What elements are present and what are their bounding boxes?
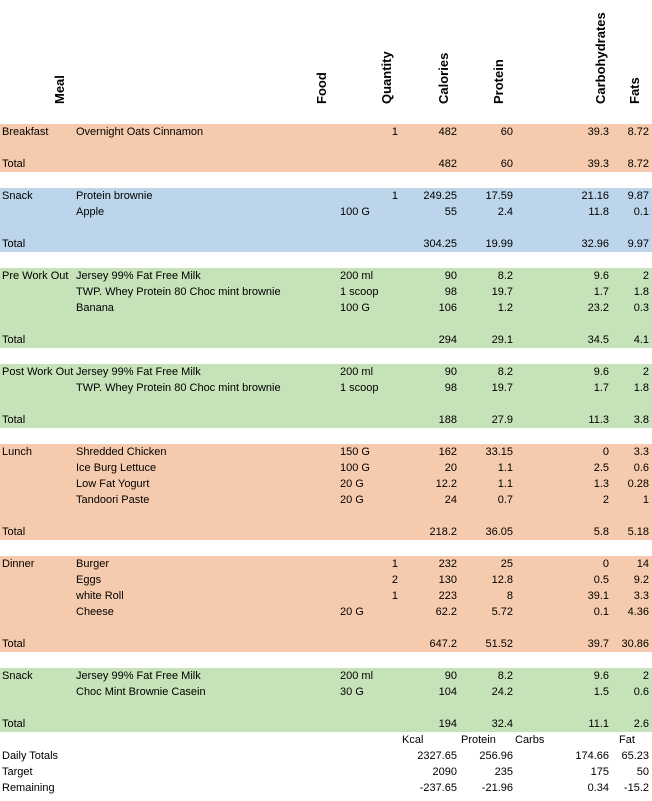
total-carbohydrates-cell: 5.8 (593, 526, 609, 538)
total-label: Total (2, 158, 26, 170)
protein-cell: 8.2 (497, 670, 513, 682)
carbohydrates-cell: 0.1 (593, 606, 609, 618)
protein-cell: 12.8 (491, 574, 513, 586)
protein-cell: 19.7 (491, 286, 513, 298)
protein-cell: 0.7 (497, 494, 513, 506)
food-cell: Banana (76, 302, 114, 314)
carbohydrates-cell: 1.7 (593, 382, 609, 394)
total-protein-cell: 32.4 (491, 718, 513, 730)
protein-cell: 33.15 (485, 446, 513, 458)
protein-cell: 17.59 (485, 190, 513, 202)
food-row (0, 188, 652, 204)
fats-cell: 1.8 (633, 286, 649, 298)
total-label: Total (2, 638, 26, 650)
food-row (0, 268, 652, 284)
fats-cell: 4.36 (627, 606, 649, 618)
summary-carbs: 175 (590, 766, 609, 778)
header-fats: Fats (627, 77, 642, 104)
summary-header-row (0, 732, 652, 748)
calories-cell: 24 (444, 494, 457, 506)
carbohydrates-cell: 2.5 (593, 462, 609, 474)
quantity-cell: 200 ml (340, 670, 374, 682)
total-protein-cell: 36.05 (485, 526, 513, 538)
summary-kcal: 2090 (432, 766, 457, 778)
calories-cell: 20 (444, 462, 457, 474)
header-protein: Protein (491, 59, 506, 104)
carbohydrates-cell: 1.3 (593, 478, 609, 490)
calories-cell: 104 (438, 686, 457, 698)
protein-cell: 1.1 (497, 462, 513, 474)
quantity-cell: 150 G (340, 446, 370, 458)
quantity-cell: 200 ml (340, 366, 374, 378)
food-cell: white Roll (76, 590, 124, 602)
food-row (0, 204, 652, 220)
summary-protein: -21.96 (481, 782, 513, 794)
total-carbohydrates-cell: 11.1 (588, 718, 609, 730)
quantity-number-cell: 2 (391, 574, 398, 586)
header-calories: Calories (436, 52, 451, 104)
protein-cell: 24.2 (491, 686, 513, 698)
fats-cell: 2 (642, 670, 649, 682)
summary-row-daily-totals (0, 748, 652, 764)
fats-cell: 2 (642, 366, 649, 378)
total-calories-cell: 647.2 (429, 638, 457, 650)
calories-cell: 90 (444, 366, 457, 378)
food-row (0, 444, 652, 460)
summary-label-fat: Fat (619, 734, 635, 746)
summary-kcal: -237.65 (419, 782, 457, 794)
protein-cell: 8 (506, 590, 513, 602)
fats-cell: 9.87 (627, 190, 649, 202)
calories-cell: 130 (438, 574, 457, 586)
carbohydrates-cell: 39.3 (587, 126, 609, 138)
summary-fat: 50 (636, 766, 649, 778)
food-cell: Eggs (76, 574, 102, 586)
header-meal: Meal (52, 75, 67, 104)
food-row (0, 684, 652, 700)
quantity-cell: 1 scoop (340, 382, 379, 394)
fats-cell: 3.3 (633, 446, 649, 458)
section-total-row (0, 236, 652, 252)
total-calories-cell: 188 (438, 414, 457, 426)
total-calories-cell: 304.25 (423, 238, 457, 250)
total-carbohydrates-cell: 11.3 (588, 414, 609, 426)
section-total-row (0, 332, 652, 348)
total-fats-cell: 9.97 (627, 238, 649, 250)
fats-cell: 0.3 (633, 302, 649, 314)
food-cell: Jersey 99% Fat Free Milk (76, 366, 201, 378)
carbohydrates-cell: 23.2 (587, 302, 609, 314)
meal-cell: Snack (2, 190, 33, 202)
header-quantity: Quantity (379, 51, 394, 104)
header-food: Food (314, 72, 329, 104)
quantity-cell: 30 G (340, 686, 364, 698)
fats-cell: 0.28 (627, 478, 649, 490)
protein-cell: 8.2 (497, 270, 513, 282)
total-fats-cell: 3.8 (633, 414, 649, 426)
food-row (0, 556, 652, 572)
total-calories-cell: 194 (438, 718, 457, 730)
summary-row-remaining (0, 780, 652, 796)
total-protein-cell: 19.99 (485, 238, 513, 250)
section-total-row (0, 524, 652, 540)
total-protein-cell: 51.52 (485, 638, 513, 650)
protein-cell: 19.7 (491, 382, 513, 394)
calories-cell: 106 (438, 302, 457, 314)
calories-cell: 90 (444, 270, 457, 282)
quantity-cell: 1 scoop (340, 286, 379, 298)
quantity-number-cell: 1 (391, 126, 398, 138)
food-row (0, 300, 652, 316)
protein-cell: 25 (500, 558, 513, 570)
summary-carbs: 174.66 (575, 750, 609, 762)
quantity-number-cell: 1 (391, 190, 398, 202)
quantity-cell: 200 ml (340, 270, 374, 282)
fats-cell: 3.3 (633, 590, 649, 602)
total-calories-cell: 482 (438, 158, 457, 170)
summary-row-target (0, 764, 652, 780)
total-fats-cell: 30.86 (621, 638, 649, 650)
food-row (0, 668, 652, 684)
total-carbohydrates-cell: 34.5 (587, 334, 609, 346)
carbohydrates-cell: 11.8 (588, 206, 609, 218)
food-cell: Overnight Oats Cinnamon (76, 126, 204, 138)
carbohydrates-cell: 1.5 (593, 686, 609, 698)
quantity-cell: 100 G (340, 462, 370, 474)
fats-cell: 8.72 (627, 126, 649, 138)
food-cell: Cheese (76, 606, 114, 618)
food-row (0, 492, 652, 508)
calories-cell: 12.2 (435, 478, 457, 490)
food-row (0, 284, 652, 300)
summary-carbs: 0.34 (587, 782, 609, 794)
protein-cell: 5.72 (491, 606, 513, 618)
total-fats-cell: 4.1 (633, 334, 649, 346)
total-calories-cell: 218.2 (429, 526, 457, 538)
total-fats-cell: 5.18 (627, 526, 649, 538)
summary-label-carbs: Carbs (515, 734, 545, 746)
meal-cell: Lunch (2, 446, 32, 458)
carbohydrates-cell: 21.16 (581, 190, 609, 202)
food-cell: Jersey 99% Fat Free Milk (76, 670, 201, 682)
food-row (0, 604, 652, 620)
carbohydrates-cell: 9.6 (593, 366, 609, 378)
section-total-row (0, 156, 652, 172)
total-protein-cell: 60 (500, 158, 513, 170)
food-row (0, 476, 652, 492)
fats-cell: 2 (642, 270, 649, 282)
calories-cell: 482 (438, 126, 457, 138)
carbohydrates-cell: 0.5 (593, 574, 609, 586)
quantity-number-cell: 1 (391, 558, 398, 570)
carbohydrates-cell: 0 (602, 558, 609, 570)
protein-cell: 1.2 (497, 302, 513, 314)
summary-protein: 256.96 (479, 750, 513, 762)
fats-cell: 14 (636, 558, 649, 570)
protein-cell: 60 (500, 126, 513, 138)
food-row (0, 572, 652, 588)
quantity-cell: 20 G (340, 494, 364, 506)
protein-cell: 1.1 (497, 478, 513, 490)
carbohydrates-cell: 39.1 (587, 590, 609, 602)
food-row (0, 364, 652, 380)
food-cell: Protein brownie (76, 190, 153, 202)
quantity-number-cell: 1 (391, 590, 398, 602)
food-cell: Shredded Chicken (76, 446, 167, 458)
section-total-row (0, 636, 652, 652)
calories-cell: 232 (438, 558, 457, 570)
total-fats-cell: 2.6 (633, 718, 649, 730)
total-label: Total (2, 334, 26, 346)
food-row (0, 380, 652, 396)
summary-label-protein: Protein (461, 734, 496, 746)
fats-cell: 9.2 (633, 574, 649, 586)
summary-row-label: Target (2, 766, 33, 778)
summary-fat: 65.23 (621, 750, 649, 762)
quantity-cell: 100 G (340, 206, 370, 218)
meal-cell: Pre Work Out (2, 270, 69, 282)
total-protein-cell: 27.9 (491, 414, 513, 426)
calories-cell: 249.25 (423, 190, 457, 202)
carbohydrates-cell: 9.6 (593, 270, 609, 282)
food-cell: Tandoori Paste (76, 494, 150, 506)
food-cell: Apple (76, 206, 105, 218)
protein-cell: 8.2 (497, 366, 513, 378)
carbohydrates-cell: 9.6 (593, 670, 609, 682)
food-row (0, 588, 652, 604)
carbohydrates-cell: 2 (602, 494, 609, 506)
total-label: Total (2, 526, 26, 538)
total-label: Total (2, 414, 26, 426)
total-carbohydrates-cell: 39.3 (587, 158, 609, 170)
section-total-row (0, 716, 652, 732)
calories-cell: 162 (438, 446, 457, 458)
quantity-cell: 100 G (340, 302, 370, 314)
food-cell: TWP. Whey Protein 80 Choc mint brownie (76, 382, 281, 394)
meal-cell: Post Work Out (2, 366, 74, 378)
calories-cell: 62.2 (435, 606, 457, 618)
fats-cell: 0.1 (633, 206, 649, 218)
fats-cell: 0.6 (633, 462, 649, 474)
total-label: Total (2, 718, 26, 730)
meal-cell: Breakfast (2, 126, 49, 138)
food-cell: Choc Mint Brownie Casein (76, 686, 206, 698)
protein-cell: 2.4 (497, 206, 513, 218)
summary-protein: 235 (494, 766, 513, 778)
calories-cell: 98 (444, 382, 457, 394)
total-carbohydrates-cell: 39.7 (587, 638, 609, 650)
quantity-cell: 20 G (340, 478, 364, 490)
total-protein-cell: 29.1 (491, 334, 513, 346)
total-label: Total (2, 238, 26, 250)
summary-kcal: 2327.65 (417, 750, 457, 762)
total-fats-cell: 8.72 (627, 158, 649, 170)
calories-cell: 90 (444, 670, 457, 682)
summary-row-label: Daily Totals (2, 750, 59, 762)
fats-cell: 1 (642, 494, 649, 506)
carbohydrates-cell: 1.7 (593, 286, 609, 298)
food-cell: Ice Burg Lettuce (76, 462, 157, 474)
food-cell: Low Fat Yogurt (76, 478, 150, 490)
summary-fat: -15.2 (623, 782, 649, 794)
section-total-row (0, 412, 652, 428)
food-cell: Burger (76, 558, 110, 570)
food-row (0, 460, 652, 476)
calories-cell: 223 (438, 590, 457, 602)
calories-cell: 98 (444, 286, 457, 298)
meal-cell: Dinner (2, 558, 35, 570)
summary-row-label: Remaining (2, 782, 55, 794)
food-cell: TWP. Whey Protein 80 Choc mint brownie (76, 286, 281, 298)
summary-label-kcal: Kcal (402, 734, 424, 746)
food-row (0, 124, 652, 140)
fats-cell: 0.6 (633, 686, 649, 698)
carbohydrates-cell: 0 (602, 446, 609, 458)
fats-cell: 1.8 (633, 382, 649, 394)
total-carbohydrates-cell: 32.96 (581, 238, 609, 250)
header-carbohydrates: Carbohydrates (593, 12, 608, 104)
meal-cell: Snack (2, 670, 33, 682)
total-calories-cell: 294 (438, 334, 457, 346)
food-cell: Jersey 99% Fat Free Milk (76, 270, 201, 282)
calories-cell: 55 (444, 206, 457, 218)
quantity-cell: 20 G (340, 606, 364, 618)
